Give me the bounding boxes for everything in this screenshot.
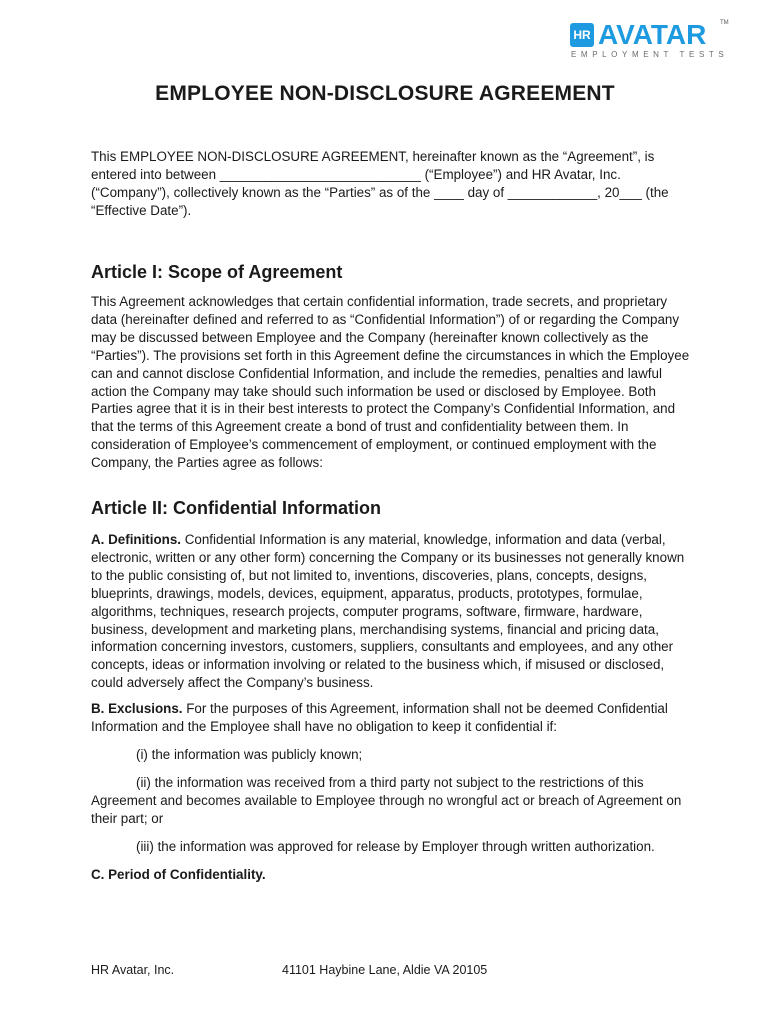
intro-paragraph: This EMPLOYEE NON-DISCLOSURE AGREEMENT, hereinafter known as the “Agreement”, is entered into between ___________________________ (“Employee”) and HR Avatar, Inc. (“Company”), collectively known as the “Parties” as of the ____ day of ____________, 20___ (the “Effective Date”). xyxy=(91,149,669,218)
exclusion-item-1: (i) the information was publicly known; xyxy=(136,747,363,762)
definitions-text: Confidential Information is any material, knowledge, information and data (verbal, electronic, written or any other form) concerning the Company or its businesses not generally known to the public consisting of, but not limited to, inventions, discoveries, plans, concepts, designs, blueprints, drawings, models, devices, equipment, apparatus, products, prototypes, formulae, algorithms, techniques, research projects, computer programs, software, firmware, hardware, business, development and marketing plans, merchandising systems, financial and pricing data, information concerning investors, customers, suppliers, consultants and employees, and any other concepts, ideas or information involving or related to the business which, if misused or disclosed, could adversely affect the Company’s business. xyxy=(91,532,685,691)
logo-wordmark: AVATAR xyxy=(598,19,707,50)
logo-mark: HR xyxy=(570,23,594,47)
exclusions-paragraph xyxy=(91,700,691,736)
article-1-body: This Agreement acknowledges that certain confidential information, trade secrets, and proprietary data (hereinafter defined and referred to as “Confidential Information”) of or regarding the Company may be discussed between Employee and the Company (hereinafter known collectively as the “Parties”). The provisions set forth in this Agreement define the circumstances in which the Employee can and cannot disclose Confidential Information, and include the remedies, penalties and lawful action the Company may take should such information be used or disclosed by Employee. Both Parties agree that it is in their best interests to protect the Company’s Confidential Information, and that the terms of this Agreement create a bond of trust and confidentiality between them. In consideration of Employee’s commencement of employment, or continued employment with the Company, the Parties agree as follows: xyxy=(91,294,690,471)
hr-avatar-logo xyxy=(570,20,730,64)
exclusions-text: For the purposes of this Agreement, information shall not be deemed Confidential Information and the Employee shall have no obligation to keep it confidential if: xyxy=(91,701,668,734)
exclusion-item-2: (ii) the information was received from a third party not subject to the restrictions of this xyxy=(136,775,644,790)
definitions-paragraph xyxy=(91,531,691,692)
exclusion-item-3: (iii) the information was approved for release by Employer through written authorization. xyxy=(136,839,655,854)
footer-address: 41101 Haybine Lane, Aldie VA 20105 xyxy=(282,963,488,977)
exclusion-item-2-continued: Agreement and becomes available to Employee through no wrongful act or breach of Agreement on their part; or xyxy=(91,793,682,826)
exclusions-label: B. Exclusions. xyxy=(91,701,183,716)
logo-tagline: EMPLOYMENT TESTS xyxy=(571,50,729,59)
article-1-heading: Article I: Scope of Agreement xyxy=(91,262,343,282)
period-label: C. Period of Confidentiality. xyxy=(91,867,266,882)
article-2-heading: Article II: Confidential Information xyxy=(91,498,382,518)
footer-company: HR Avatar, Inc. xyxy=(91,963,175,977)
period-of-confidentiality-heading xyxy=(91,866,691,884)
logo-trademark: TM xyxy=(720,20,729,26)
document-title: EMPLOYEE NON-DISCLOSURE AGREEMENT xyxy=(155,82,615,105)
definitions-label: A. Definitions. xyxy=(91,532,182,547)
